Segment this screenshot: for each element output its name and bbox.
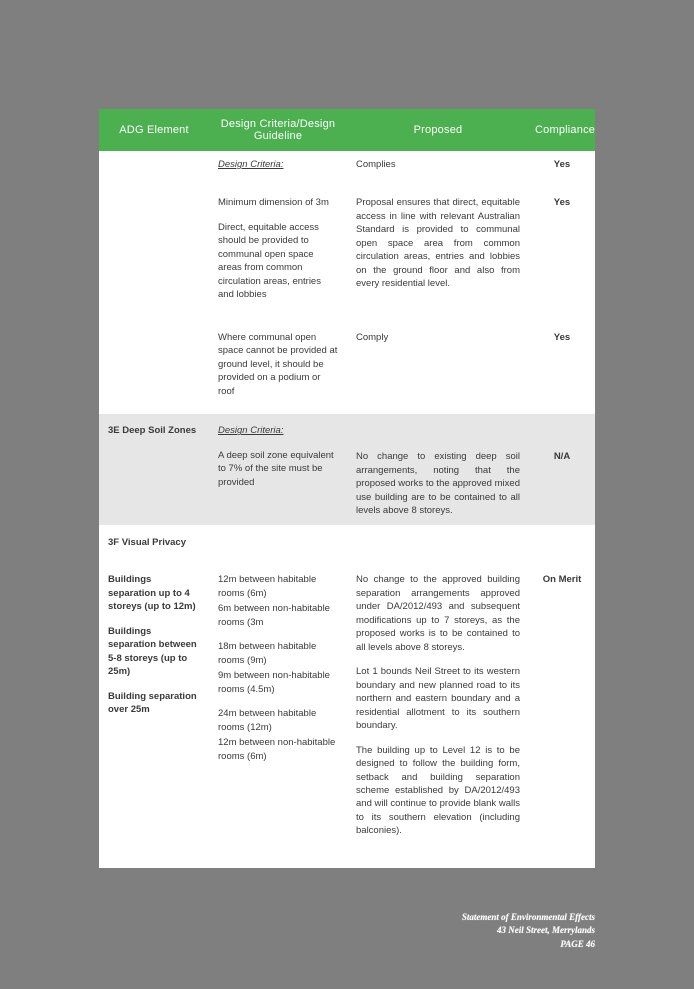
cell-compliance: N/A: [529, 414, 595, 524]
cell-proposed: Comply: [347, 309, 529, 414]
cell-compliance: On Merit: [529, 560, 595, 868]
footer-page-number: PAGE 46: [560, 938, 595, 949]
column-header-adg-element: ADG Element: [99, 109, 209, 151]
element-text: Building separation over 25m: [108, 690, 197, 716]
design-criteria-label: Design Criteria:: [218, 159, 284, 170]
design-criteria-label-wrap: [218, 424, 338, 437]
column-header-proposed: Proposed: [347, 109, 529, 151]
table-row: [99, 178, 595, 308]
column-header-design-criteria: Design Criteria/Design Guideline: [209, 109, 347, 151]
cell-criteria: [209, 560, 347, 868]
criteria-text: 9m between non-habitable rooms (4.5m): [218, 670, 330, 695]
table-row: [99, 525, 595, 560]
design-criteria-label: Design Criteria:: [218, 425, 284, 437]
proposed-text: Lot 1 bounds Neil Street to its western boundary and new planned road to its northern and eastern boundary and a residential allotment to its southern boundary.: [356, 666, 520, 732]
cell-proposed: [347, 560, 529, 868]
proposed-text: No change to the approved building separation arrangements approved under DA/2012/493 and subsequent modifications up to 7 storeys, as the proposed works is to be contained to all levels above 8 storeys.: [356, 574, 520, 653]
element-text: Buildings separation between 5-8 storeys (up to 25m): [108, 625, 197, 678]
criteria-text: Minimum dimension of 3m: [218, 197, 329, 209]
criteria-text: 24m between habitable rooms (12m): [218, 708, 317, 733]
cell-criteria: [209, 178, 347, 308]
cell-compliance: Yes: [529, 309, 595, 414]
footer-line-title: Statement of Environmental Effects: [461, 911, 595, 922]
adg-compliance-table-wrapper: [99, 109, 595, 868]
cell-proposed: [347, 525, 529, 560]
cell-criteria: Where communal open space cannot be provided at ground level, it should be provided on a podium or roof: [209, 309, 347, 414]
adg-compliance-table: [99, 109, 595, 868]
element-text: Buildings separation up to 4 storeys (up to 12m): [108, 574, 196, 613]
cell-proposed: No change to existing deep soil arrangements, noting that the proposed works to the approved mixed use building are to be contained to all levels above 8 storeys.: [347, 414, 529, 524]
cell-compliance: Yes: [529, 151, 595, 178]
criteria-text: 12m between habitable rooms (6m): [218, 574, 317, 599]
table-header-row: [99, 109, 595, 151]
cell-criteria: [209, 414, 347, 524]
cell-element: [99, 151, 209, 178]
cell-compliance: Yes: [529, 178, 595, 308]
cell-criteria: [209, 525, 347, 560]
column-header-compliance: Compliance: [529, 109, 595, 151]
criteria-text: 6m between non-habitable rooms (3m: [218, 603, 330, 628]
footer-line-address: 43 Neil Street, Merrylands: [497, 925, 595, 935]
cell-criteria: [209, 151, 347, 178]
cell-element: [99, 560, 209, 868]
table-row: [99, 151, 595, 178]
criteria-text: 18m between habitable rooms (9m): [218, 641, 317, 666]
cell-proposed: Complies: [347, 151, 529, 178]
proposed-text: The building up to Level 12 is to be designed to follow the building form, setback and building separation scheme established by DA/2012/493 and will continue to provide blank walls to its southern elevation (including balconies).: [356, 744, 520, 837]
table-row: [99, 414, 595, 524]
criteria-text: A deep soil zone equivalent to 7% of the site must be provided: [218, 449, 334, 488]
cell-proposed: Proposal ensures that direct, equitable access in line with relevant Australian Standard is provided to communal open space area from common circulation areas, entries and lobbies on the ground floor and also from every residential level.: [347, 178, 529, 308]
cell-element: [99, 178, 209, 308]
cell-element: 3F Visual Privacy: [99, 525, 209, 560]
table-row: [99, 560, 595, 868]
criteria-text: Direct, equitable access should be provided to communal open space areas from common circulation areas, entries and lobbies: [218, 221, 321, 301]
cell-element: 3E Deep Soil Zones: [99, 414, 209, 524]
page-footer: [462, 911, 595, 952]
cell-element: [99, 309, 209, 414]
table-row: [99, 309, 595, 414]
cell-compliance: [529, 525, 595, 560]
criteria-text: 12m between non-habitable rooms (6m): [218, 737, 336, 762]
